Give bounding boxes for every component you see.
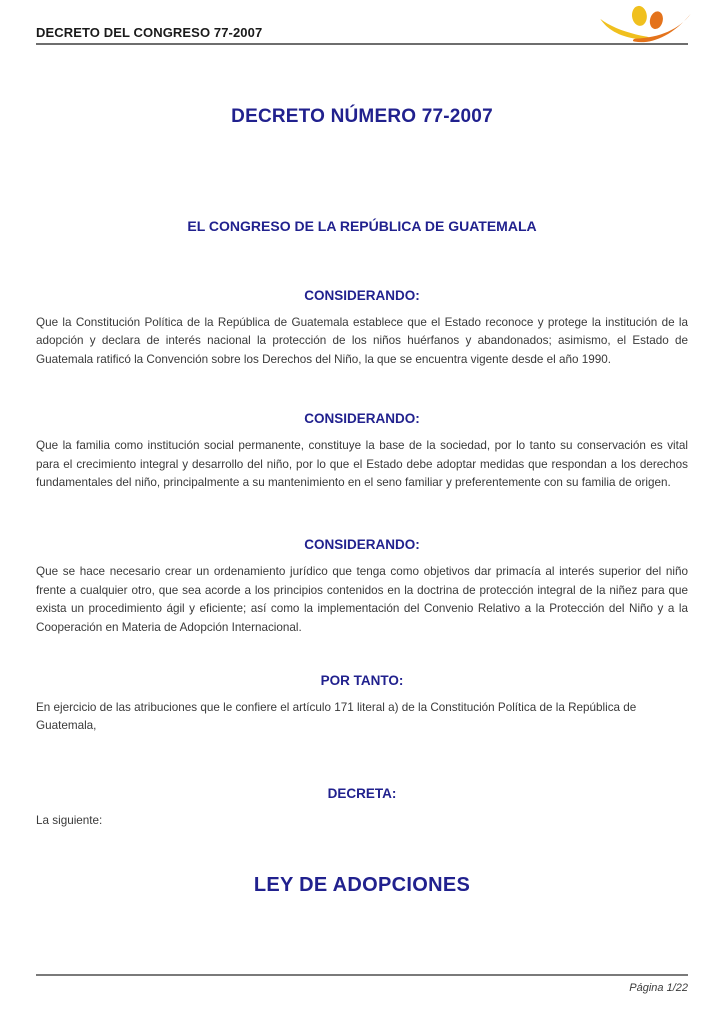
- section-paragraph: Que la familia como institución social permanente, constituye la base de la sociedad, por lo tanto su conservación es vital para el crecimiento integral y desarrollo del niño, por lo que el Estado debe adoptar medidas que respondan a los derechos fundamentales del niño, principalmente a su mantenimiento en el seno familiar y preferentemente con su familia de origen.: [36, 439, 688, 490]
- law-title: LEY DE ADOPCIONES: [253, 874, 471, 897]
- section-heading: CONSIDERANDO:: [304, 411, 420, 427]
- congress-subtitle: EL CONGRESO DE LA REPÚBLICA DE GUATEMALA: [187, 218, 537, 234]
- section-paragraph: En ejercicio de las atribuciones que le confiere el artículo 171 literal a) de la Constitución Política de la República de Guatemala,: [36, 701, 637, 733]
- footer-rule: [36, 974, 688, 976]
- document-body: [36, 0, 688, 897]
- section-paragraph: Que la Constitución Política de la República de Guatemala establece que el Estado reconoce y protege la institución de la adopción y declara de interés nacional la protección de los niños huérfanos y abandonados; asimismo, el Estado de Guatemala ratificó la Convención sobre los Derechos del Niño, la que se encuentra vigente desde el año 1990.: [36, 316, 688, 366]
- considerando-section-1: [36, 288, 688, 369]
- page-footer: [36, 974, 688, 994]
- decree-title: DECRETO NÚMERO 77-2007: [231, 106, 493, 127]
- considerando-section-2: [36, 411, 688, 492]
- page-number: Página 1/22: [629, 982, 688, 994]
- section-heading: CONSIDERANDO:: [304, 288, 420, 303]
- section-paragraph: La siguiente:: [36, 813, 103, 827]
- section-heading: POR TANTO:: [320, 673, 404, 689]
- section-heading: CONSIDERANDO:: [304, 537, 420, 553]
- decreta-section: [36, 786, 688, 830]
- considerando-section-3: [36, 537, 688, 637]
- section-paragraph: Que se hace necesario crear un ordenamiento jurídico que tenga como objetivos dar primacía al interés superior del niño frente a cualquier otro, que sea acorde a los principios contenidos en la doctrina de protección integral de la niñez para que exista un procedimiento ágil y eficiente; así como la implementación del Convenio Relativo a la Protección del Niño y a la Cooperación en Materia de Adopción Internacional.: [36, 565, 688, 634]
- section-heading: DECRETA:: [327, 785, 397, 801]
- header-running-title: DECRETO DEL CONGRESO 77-2007: [36, 25, 263, 40]
- por-tanto-section: [36, 673, 688, 736]
